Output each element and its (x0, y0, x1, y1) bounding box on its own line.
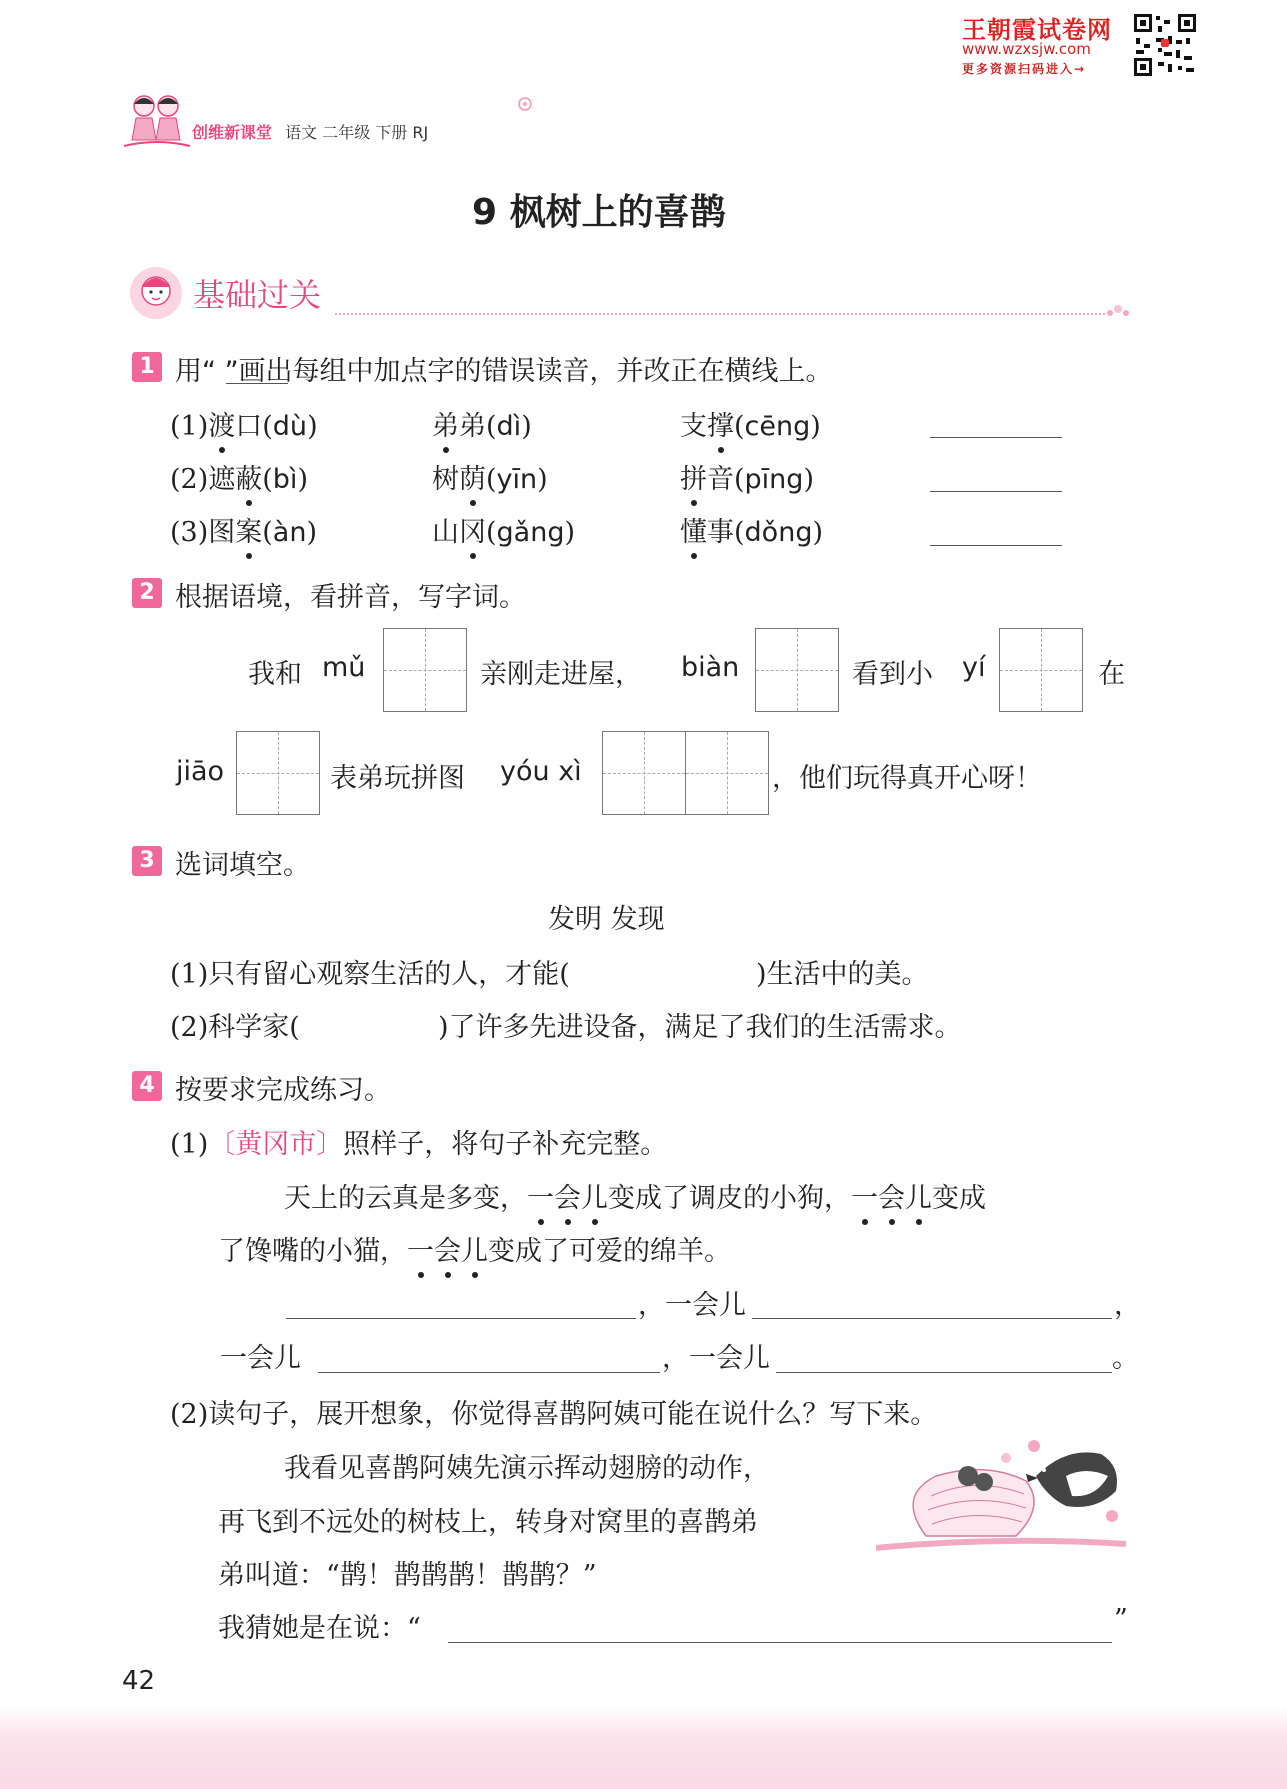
q3-item2-a: (2)科学家( (170, 1012, 300, 1043)
series-name: 创维新课堂 (192, 123, 273, 142)
answer-line[interactable] (752, 1318, 1112, 1319)
q4-part2-text: (2)读句子，展开想象，你觉得喜鹊阿姨可能在说什么？写下来。 (170, 1399, 938, 1430)
question-number-3: 3 (132, 846, 162, 876)
q3-item1-b: )生活中的美。 (756, 959, 929, 990)
example-line-2: 了馋嘴的小猫，一会儿变成了可爱的绵羊。 (218, 1229, 731, 1268)
passage-line-2: 再飞到不远处的树枝上，转身对窝里的喜鹊弟 (218, 1507, 758, 1538)
section-divider (335, 313, 1105, 315)
q1-instruction: 用“ ”画出每组中加点字的错误读音，并改正在横线上。 (175, 356, 833, 387)
answer-line[interactable] (318, 1372, 660, 1373)
fill-text-c: 一会儿 (220, 1343, 301, 1374)
fill-text-b: ， (1114, 1290, 1141, 1321)
section-heading: 基础过关 (193, 276, 322, 314)
guess-prefix: 我猜她是在说：“ (218, 1613, 421, 1644)
brand-subtitle: 更多资源扫码进入→ (962, 62, 1087, 76)
magpie-nest-illustration (876, 1436, 1128, 1556)
q4-part1-text: 照样子，将句子补充完整。 (343, 1129, 668, 1160)
fill-text-e: 。 (1112, 1343, 1139, 1374)
answer-line[interactable] (930, 491, 1062, 492)
writing-box-double[interactable] (602, 731, 769, 815)
q3-word-options: 发明 发现 (548, 904, 665, 935)
q4-part1-label: (1) (170, 1129, 209, 1160)
girl-avatar-icon (128, 265, 184, 321)
q4-instruction: 按要求完成练习。 (175, 1075, 391, 1106)
q1-row3-item3: 懂事(dǒng) (680, 510, 823, 549)
kids-logo-icon (122, 90, 192, 152)
writing-box[interactable] (236, 731, 320, 815)
q2-text-d: 在 (1098, 659, 1125, 690)
page-number: 42 (122, 1666, 156, 1696)
brand-url[interactable]: www.wzxsjw.com (962, 40, 1091, 58)
passage-line-1: 我看见喜鹊阿姨先演示挥动翅膀的动作， (284, 1453, 770, 1484)
q2-pinyin-1: mǔ (322, 652, 366, 683)
region-tag: 〔黄冈市〕 (208, 1129, 344, 1160)
answer-line[interactable] (448, 1642, 1112, 1643)
question-number-4: 4 (132, 1071, 162, 1101)
question-number-1: 1 (132, 352, 162, 382)
series-meta: 语文 二年级 下册 RJ (285, 123, 429, 142)
flower-icon (515, 94, 535, 114)
brand-title: 王朝霞试卷网 (962, 16, 1112, 44)
q3-item1-a: (1)只有留心观察生活的人，才能( (170, 959, 570, 990)
q2-pinyin-4: jiāo (176, 756, 225, 787)
q2-text-f: ，他们玩得真开心呀！ (772, 763, 1042, 794)
writing-box[interactable] (755, 628, 839, 712)
writing-box[interactable] (999, 628, 1083, 712)
q1-row1-item3: 支撑(cēng) (680, 404, 821, 443)
example-line-1: 天上的云真是多变，一会儿变成了调皮的小狗，一会儿变成 (284, 1176, 986, 1215)
q1-underline-sample (226, 383, 288, 384)
qr-code-icon[interactable] (1132, 12, 1198, 78)
q1-row2-item3: 拼音(pīng) (680, 457, 814, 496)
q3-item2-b: )了许多先进设备，满足了我们的生活需求。 (438, 1012, 962, 1043)
answer-line[interactable] (776, 1372, 1112, 1373)
q2-pinyin-5: yóu xì (500, 756, 582, 787)
dots-decoration-icon (1106, 302, 1130, 320)
q2-instruction: 根据语境，看拼音，写字词。 (175, 582, 526, 613)
q3-instruction: 选词填空。 (175, 850, 310, 881)
series-header (192, 120, 428, 143)
answer-line[interactable] (286, 1318, 636, 1319)
q1-row3-item1: (3)图案(àn) (170, 510, 317, 549)
lesson-title: 9 枫树上的喜鹊 (472, 192, 726, 233)
q4-part1-line (170, 1122, 667, 1161)
bottom-band (0, 1706, 1287, 1789)
passage-line-3: 弟叫道：“鹊！鹊鹊鹊！鹊鹊？” (218, 1560, 597, 1591)
q2-text-e: 表弟玩拼图 (330, 763, 465, 794)
q1-row1-item2: 弟弟(dì) (432, 404, 532, 443)
writing-box[interactable] (383, 628, 467, 712)
q1-row3-item2: 山冈(gǎng) (432, 510, 575, 549)
guess-suffix: ” (1114, 1604, 1128, 1635)
q2-text-a: 我和 (248, 659, 302, 690)
q1-row2-item2: 树荫(yīn) (432, 457, 548, 496)
fill-text-d: ，一会儿 (662, 1343, 770, 1374)
q1-row2-item1: (2)遮蔽(bì) (170, 457, 308, 496)
answer-line[interactable] (930, 545, 1062, 546)
question-number-2: 2 (132, 578, 162, 608)
answer-line[interactable] (930, 437, 1062, 438)
q1-row1-item1: (1)渡口(dù) (170, 404, 318, 443)
q2-text-b: 亲刚走进屋， (480, 659, 642, 690)
q2-pinyin-3: yí (962, 652, 986, 683)
q2-text-c: 看到小 (852, 659, 933, 690)
fill-text-a: ，一会儿 (638, 1290, 746, 1321)
q2-pinyin-2: biàn (681, 652, 740, 683)
